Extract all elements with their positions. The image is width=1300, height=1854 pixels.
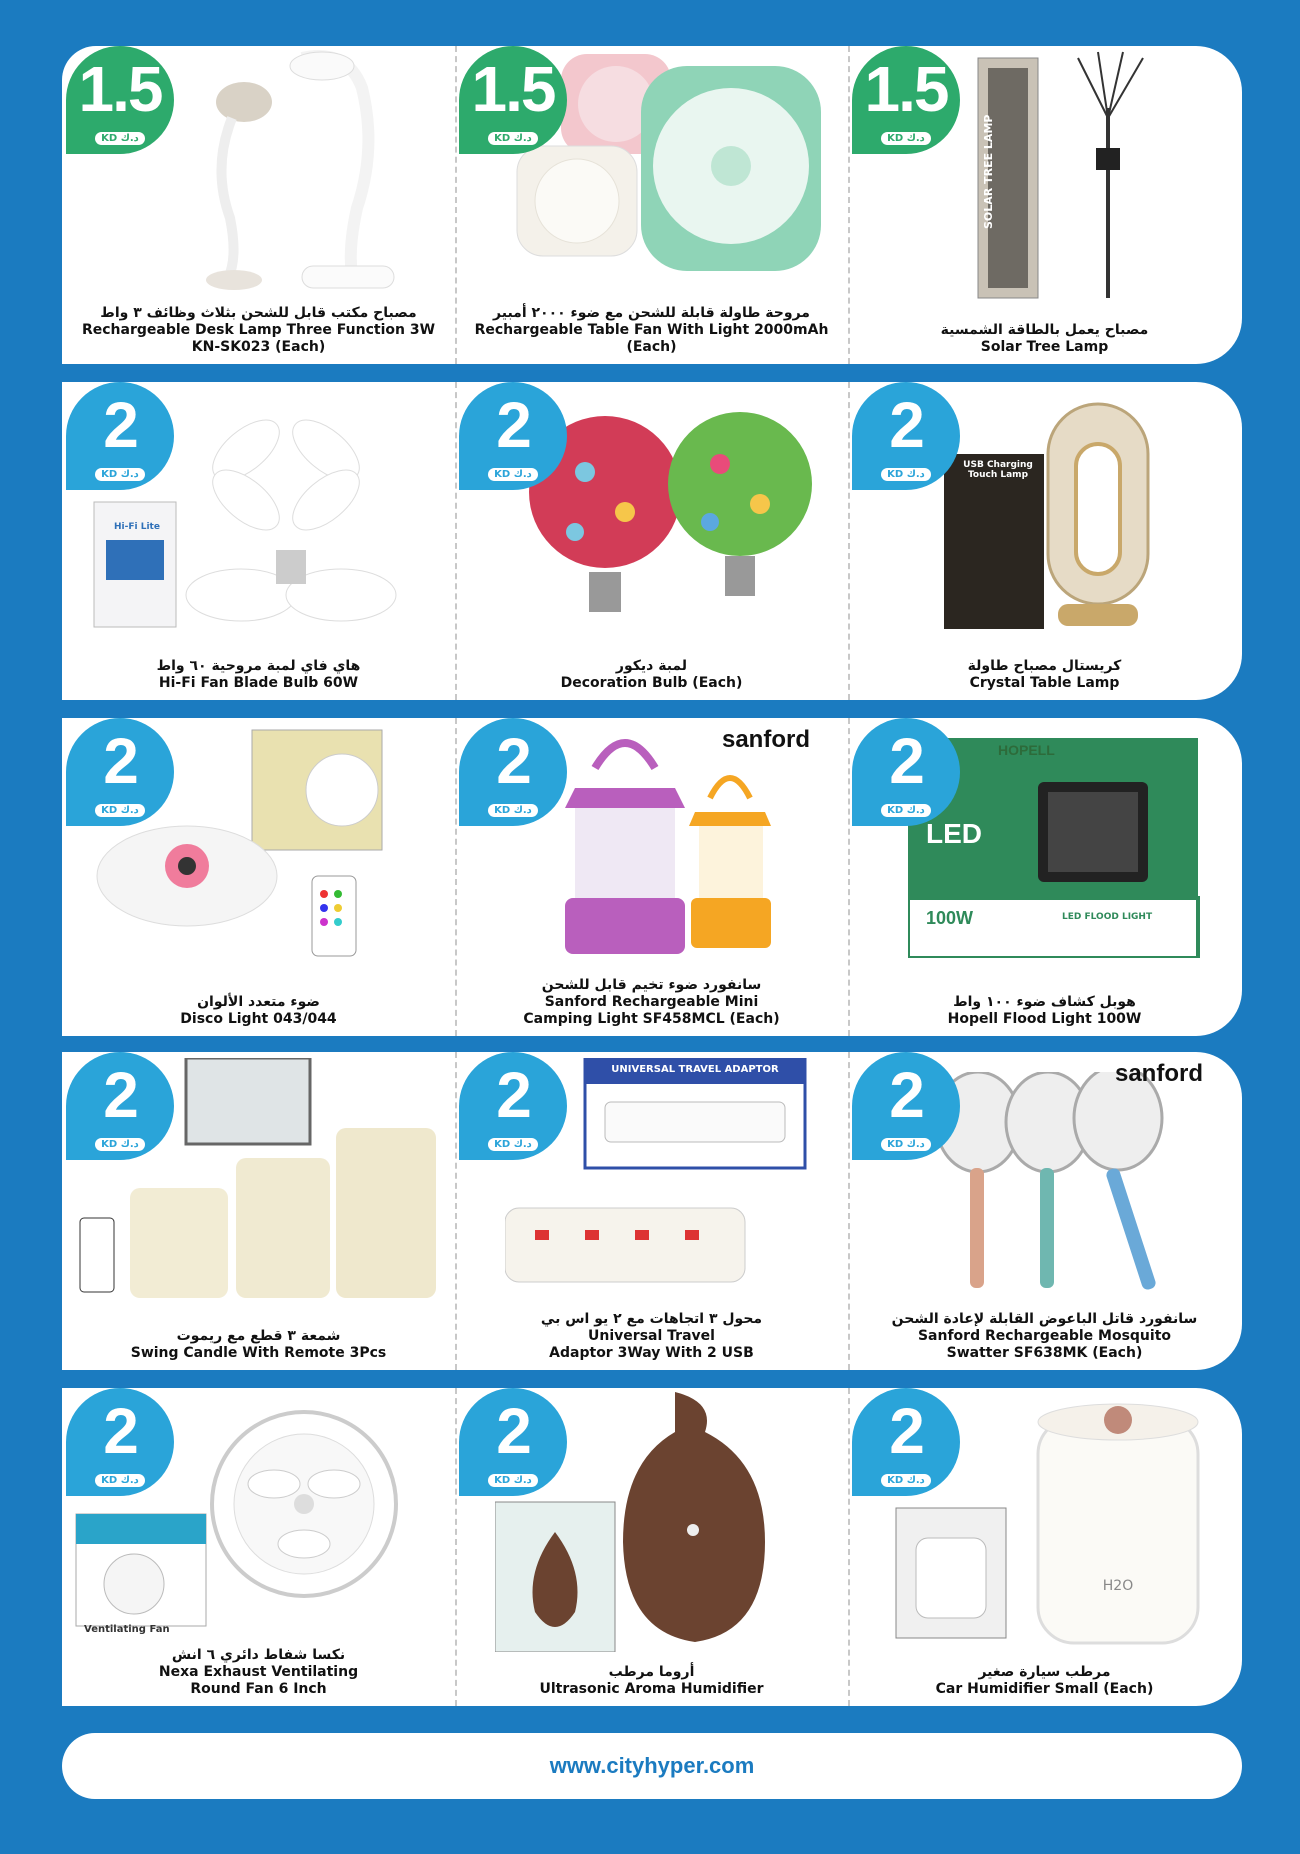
price-badge: 2 KD د.ك xyxy=(459,382,567,490)
product-card-aroma-humidifier[interactable] xyxy=(455,1388,848,1706)
product-caption xyxy=(856,657,1233,692)
product-name-english: Sanford Rechargeable Mosquito Swatter SF638MK (Each) xyxy=(917,1328,1172,1361)
product-caption xyxy=(70,304,447,356)
product-caption xyxy=(70,1646,447,1698)
product-name-arabic: لمبة ديكور xyxy=(615,658,688,674)
brand-logo: sanford xyxy=(721,726,810,753)
product-caption xyxy=(856,1663,1233,1698)
brand-logo: HOPELL xyxy=(998,742,1055,758)
box-label: H2O xyxy=(1102,1578,1134,1594)
price-badge: 2 KD د.ك xyxy=(66,718,174,826)
product-name-arabic: نكسا شفاط دائري ٦ انش xyxy=(171,1647,346,1663)
price-badge: 2 KD د.ك xyxy=(852,1388,960,1496)
product-name-english: Swing Candle With Remote 3Pcs xyxy=(130,1345,387,1361)
mosquito-swatter-image xyxy=(918,1072,1218,1302)
website-link[interactable]: www.cityhyper.com xyxy=(549,1753,755,1778)
product-row-1 xyxy=(62,46,1242,364)
product-name-arabic: سانفورد ضوء تخيم قابل للشحن xyxy=(541,977,762,993)
product-name-arabic: مصباح مكتب قابل للشحن بثلاث وظائف ٣ واط xyxy=(100,305,417,321)
price-badge: 1.5 KD د.ك xyxy=(66,46,174,154)
product-card-decoration-bulb[interactable] xyxy=(455,382,848,700)
product-name-english: Crystal Table Lamp xyxy=(969,675,1120,691)
product-card-crystal-table-lamp[interactable] xyxy=(848,382,1241,700)
product-name-arabic: ضوء متعدد الألوان xyxy=(197,994,320,1010)
product-card-travel-adaptor[interactable] xyxy=(455,1052,848,1370)
price-badge: 1.5 KD د.ك xyxy=(459,46,567,154)
product-name-arabic: هوبل كشاف ضوء ١٠٠ واط xyxy=(953,994,1136,1010)
price-badge: 2 KD د.ك xyxy=(852,1052,960,1160)
crystal-table-lamp-image xyxy=(938,394,1228,644)
product-caption xyxy=(856,993,1233,1028)
product-caption xyxy=(463,657,840,692)
product-name-english: Car Humidifier Small (Each) xyxy=(935,1681,1154,1697)
product-name-english: Decoration Bulb (Each) xyxy=(560,675,743,691)
box-label: Hi-Fi Lite xyxy=(114,522,160,532)
product-name-english: Disco Light 043/044 xyxy=(180,1011,337,1027)
product-card-table-fan[interactable] xyxy=(455,46,848,364)
product-name-arabic: مرطب سيارة صغير xyxy=(978,1664,1111,1680)
brand-logo: sanford xyxy=(1114,1060,1203,1087)
product-row-2 xyxy=(62,382,1242,700)
box-led-label: LED xyxy=(926,818,982,849)
price-badge: 2 KD د.ك xyxy=(459,718,567,826)
box-label: USB Charging Touch Lamp xyxy=(963,460,1033,480)
product-name-arabic: شمعة ٣ قطع مع ريموت xyxy=(176,1328,341,1344)
product-name-arabic: كريستال مصباح طاولة xyxy=(967,658,1122,674)
product-card-solar-tree-lamp[interactable] xyxy=(848,46,1241,364)
price-badge: 2 KD د.ك xyxy=(66,382,174,490)
product-caption xyxy=(463,1663,840,1698)
price-badge: 2 KD د.ك xyxy=(459,1052,567,1160)
box-label: Ventilating Fan xyxy=(84,1624,170,1635)
product-name-english: Hi-Fi Fan Blade Bulb 60W xyxy=(158,675,359,691)
product-name-english: Rechargeable Desk Lamp Three Function 3W KN-SK023 (Each) xyxy=(81,322,436,355)
product-card-fan-blade-bulb[interactable] xyxy=(62,382,455,700)
desk-lamp-image xyxy=(172,48,432,298)
product-name-arabic: هاي فاي لمبة مروحية ٦٠ واط xyxy=(156,658,361,674)
box-label: UNIVERSAL TRAVEL ADAPTOR xyxy=(611,1064,779,1075)
product-card-exhaust-fan[interactable] xyxy=(62,1388,455,1706)
product-name-english: Ultrasonic Aroma Humidifier xyxy=(539,1681,764,1697)
box-watt-label: 100W xyxy=(926,908,974,928)
product-caption xyxy=(856,321,1233,356)
price-badge: 1.5 KD د.ك xyxy=(852,46,960,154)
product-caption xyxy=(463,1310,840,1362)
product-name-arabic: محول ٣ اتجاهات مع ٢ يو اس بي xyxy=(540,1311,763,1327)
product-card-camping-light[interactable] xyxy=(455,718,848,1036)
product-name-english: Nexa Exhaust Ventilating Round Fan 6 Inch xyxy=(158,1664,359,1697)
price-badge: 2 KD د.ك xyxy=(852,382,960,490)
product-caption xyxy=(463,976,840,1028)
product-name-arabic: أروما مرطب xyxy=(608,1664,695,1680)
product-card-disco-light[interactable] xyxy=(62,718,455,1036)
product-card-desk-lamp[interactable] xyxy=(62,46,455,364)
product-name-english: Sanford Rechargeable Mini Camping Light SF458MCL (Each) xyxy=(523,994,780,1027)
product-caption xyxy=(70,657,447,692)
product-row-3 xyxy=(62,718,1242,1036)
box-flood-label: LED FLOOD LIGHT xyxy=(1062,912,1153,922)
product-name-english: Rechargeable Table Fan With Light 2000mAh (Each) xyxy=(474,322,829,355)
product-name-english: Solar Tree Lamp xyxy=(980,339,1109,355)
price-badge: 2 KD د.ك xyxy=(459,1388,567,1496)
product-caption xyxy=(856,1310,1233,1362)
product-card-mosquito-swatter[interactable] xyxy=(848,1052,1241,1370)
product-name-arabic: سانفورد قاتل الباعوض القابلة لإعادة الشحن xyxy=(891,1311,1198,1327)
decoration-bulb-image xyxy=(525,402,825,642)
product-card-flood-light[interactable] xyxy=(848,718,1241,1036)
product-caption xyxy=(463,304,840,356)
product-row-4 xyxy=(62,1052,1242,1370)
product-card-swing-candle[interactable] xyxy=(62,1052,455,1370)
product-caption xyxy=(70,1327,447,1362)
price-badge: 2 KD د.ك xyxy=(852,718,960,826)
price-badge: 2 KD د.ك xyxy=(66,1052,174,1160)
product-name-arabic: مصباح يعمل بالطاقة الشمسية xyxy=(940,322,1149,338)
price-badge: 2 KD د.ك xyxy=(66,1388,174,1496)
product-name-english: Hopell Flood Light 100W xyxy=(947,1011,1142,1027)
camping-light-image xyxy=(535,728,795,968)
product-name-english: Universal Travel Adaptor 3Way With 2 USB xyxy=(549,1328,754,1361)
product-row-5 xyxy=(62,1388,1242,1706)
product-card-car-humidifier[interactable] xyxy=(848,1388,1241,1706)
footer-bar xyxy=(62,1733,1242,1799)
box-label: SOLAR TREE LAMP xyxy=(982,114,995,230)
product-name-arabic: مروحة طاولة قابلة للشحن مع ضوء ٢٠٠٠ أمبير xyxy=(493,305,810,321)
product-caption xyxy=(70,993,447,1028)
